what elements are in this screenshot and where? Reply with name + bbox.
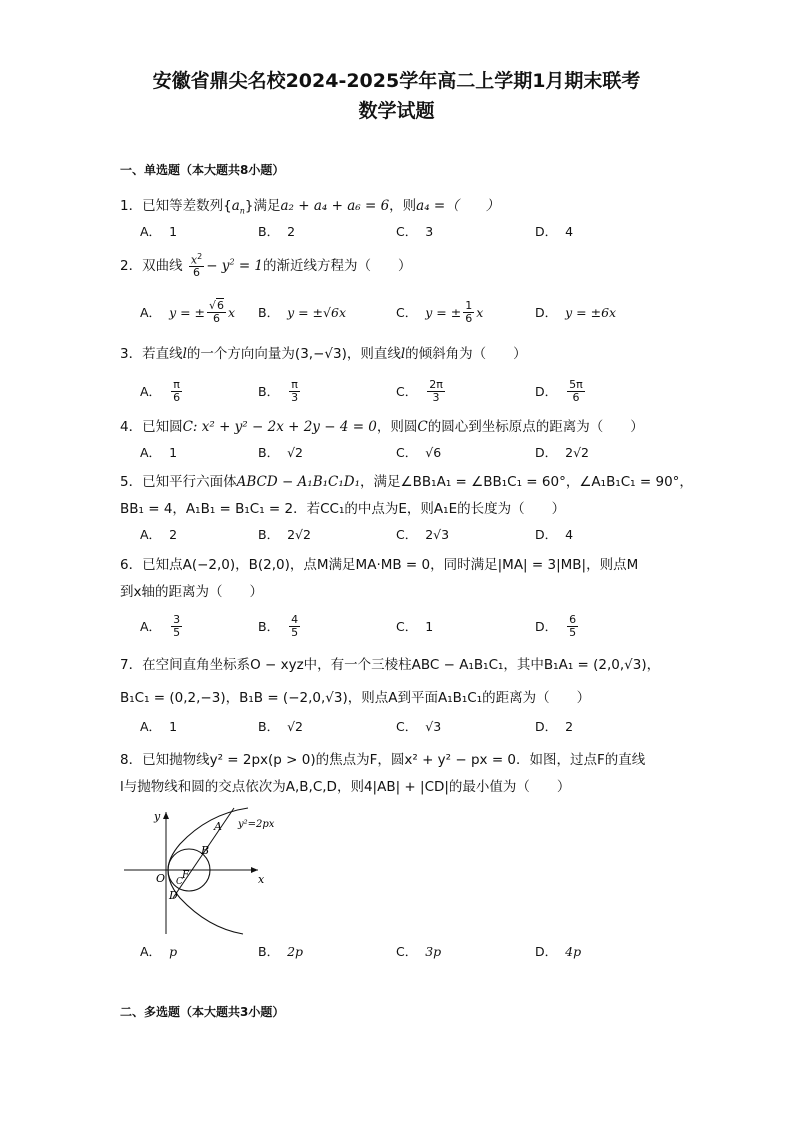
option-d[interactable]: D． y = ±6x bbox=[535, 304, 617, 320]
question-8-figure bbox=[118, 806, 288, 938]
option-d[interactable]: D． 2 bbox=[535, 718, 574, 734]
question-8-options bbox=[140, 940, 700, 962]
question-5: 5．已知平行六面体ABCD − A₁B₁C₁D₁，满足∠BB₁A₁ = ∠BB₁C₁ = 60°，∠A₁B₁C₁ = 90°， bbox=[120, 474, 693, 490]
exam-subtitle: 数学试题 bbox=[358, 100, 435, 122]
figure-label-a: A bbox=[214, 820, 222, 833]
option-a[interactable]: A． 1 bbox=[140, 444, 178, 460]
option-b[interactable]: B． 2 bbox=[258, 223, 296, 239]
option-d[interactable]: D． 2√2 bbox=[535, 444, 590, 460]
option-c[interactable]: C． y = ± $\frac{1}{6}$ x bbox=[396, 298, 484, 325]
question-4-options bbox=[140, 441, 700, 463]
question-7: 7．在空间直角坐标系O − xyz中，有一个三棱柱ABC − A₁B₁C₁，其中B₁A₁ = (2,0,√3)， bbox=[120, 657, 661, 673]
option-c[interactable]: C． 1 bbox=[396, 618, 434, 634]
option-d[interactable]: D． $\frac{6}{5}$ bbox=[535, 612, 577, 639]
question-2: 2．双曲线 $\frac{x^2}{6}$ − $y^2 = 1$的渐近线方程为（ ） bbox=[120, 252, 412, 280]
option-c[interactable]: C． 2√3 bbox=[396, 526, 450, 542]
option-a[interactable]: A． y = ± $\frac{√6}{6}$ x bbox=[140, 298, 236, 325]
question-7-options bbox=[140, 715, 700, 737]
option-d[interactable]: D． 4p bbox=[535, 943, 582, 959]
figure-label-c: C bbox=[176, 877, 183, 887]
option-b[interactable]: B． y = ±√6x bbox=[258, 304, 347, 320]
option-d[interactable]: D． 4 bbox=[535, 526, 574, 542]
option-c[interactable]: C． 3p bbox=[396, 943, 442, 959]
figure-label-y: y bbox=[154, 810, 161, 823]
option-a[interactable]: A． 1 bbox=[140, 223, 178, 239]
question-2-options bbox=[140, 292, 700, 332]
question-1: 1．已知等差数列$\{a_n\}$满足a₂ + a₄ + a₆ = 6，则a₄ =（ ） bbox=[120, 198, 500, 216]
question-4: 4．已知圆C: x² + y² − 2x + 2y − 4 = 0，则圆C的圆心到坐标原点的距离为（ ） bbox=[120, 419, 644, 435]
option-a[interactable]: A． $\frac{\pi}{6}$ bbox=[140, 377, 181, 404]
section-single-choice: 一、单选题（本大题共8小题） bbox=[120, 163, 285, 177]
question-3-options bbox=[140, 371, 700, 411]
option-b[interactable]: B． $\frac{4}{5}$ bbox=[258, 612, 299, 639]
question-1-options bbox=[140, 220, 700, 242]
question-5-options bbox=[140, 523, 700, 545]
option-c[interactable]: C． √3 bbox=[396, 718, 442, 734]
question-7-line-2: B₁C₁ = (0,2,−3)，B₁B = (−2,0,√3)，则点A到平面A₁B₁C₁的距离为（ ） bbox=[120, 690, 591, 706]
question-8: 8．已知抛物线y² = 2px(p > 0)的焦点为F，圆x² + y² − px = 0．如图，过点F的直线 bbox=[120, 752, 646, 768]
option-d[interactable]: D． $\frac{5\pi}{6}$ bbox=[535, 377, 583, 404]
question-8-line-2: l与抛物线和圆的交点依次为A,B,C,D，则4|AB| + |CD|的最小值为（ ） bbox=[120, 779, 571, 795]
option-b[interactable]: B． 2√2 bbox=[258, 526, 311, 542]
figure-curve-label: y²=2px bbox=[238, 819, 275, 830]
option-b[interactable]: B． √2 bbox=[258, 718, 303, 734]
section-multiple-choice: 二、多选题（本大题共3小题） bbox=[120, 1005, 285, 1019]
question-5-line-2: BB₁ = 4，A₁B₁ = B₁C₁ = 2．若CC₁的中点为E，则A₁E的长度为（ ） bbox=[120, 501, 566, 517]
option-b[interactable]: B． 2p bbox=[258, 943, 304, 959]
option-b[interactable]: B． $\frac{\pi}{3}$ bbox=[258, 377, 299, 404]
question-3: 3．若直线l的一个方向向量为(3,−√3)，则直线l的倾斜角为（ ） bbox=[120, 346, 527, 362]
option-c[interactable]: C． $\frac{2\pi}{3}$ bbox=[396, 377, 443, 404]
figure-label-f: F bbox=[182, 870, 189, 881]
option-c[interactable]: C． 3 bbox=[396, 223, 434, 239]
option-a[interactable]: A． 1 bbox=[140, 718, 178, 734]
question-6: 6．已知点A(−2,0)，B(2,0)，点M满足MA·MB = 0，同时满足|MA| = 3|MB|，则点M bbox=[120, 557, 639, 573]
option-d[interactable]: D． 4 bbox=[535, 223, 574, 239]
option-a[interactable]: A． 2 bbox=[140, 526, 178, 542]
question-6-line-2: 到x轴的距离为（ ） bbox=[120, 584, 263, 600]
figure-label-o: O bbox=[156, 872, 166, 885]
option-a[interactable]: A． p bbox=[140, 943, 178, 959]
option-c[interactable]: C． √6 bbox=[396, 444, 442, 460]
figure-label-b: B bbox=[201, 844, 210, 857]
option-a[interactable]: A． $\frac{3}{5}$ bbox=[140, 612, 181, 639]
exam-title: 安徽省鼎尖名校2024-2025学年高二上学期1月期末联考 bbox=[152, 70, 641, 92]
figure-label-d: D bbox=[169, 889, 178, 902]
option-b[interactable]: B． √2 bbox=[258, 444, 303, 460]
figure-label-x: x bbox=[258, 873, 265, 886]
question-6-options bbox=[140, 606, 700, 646]
